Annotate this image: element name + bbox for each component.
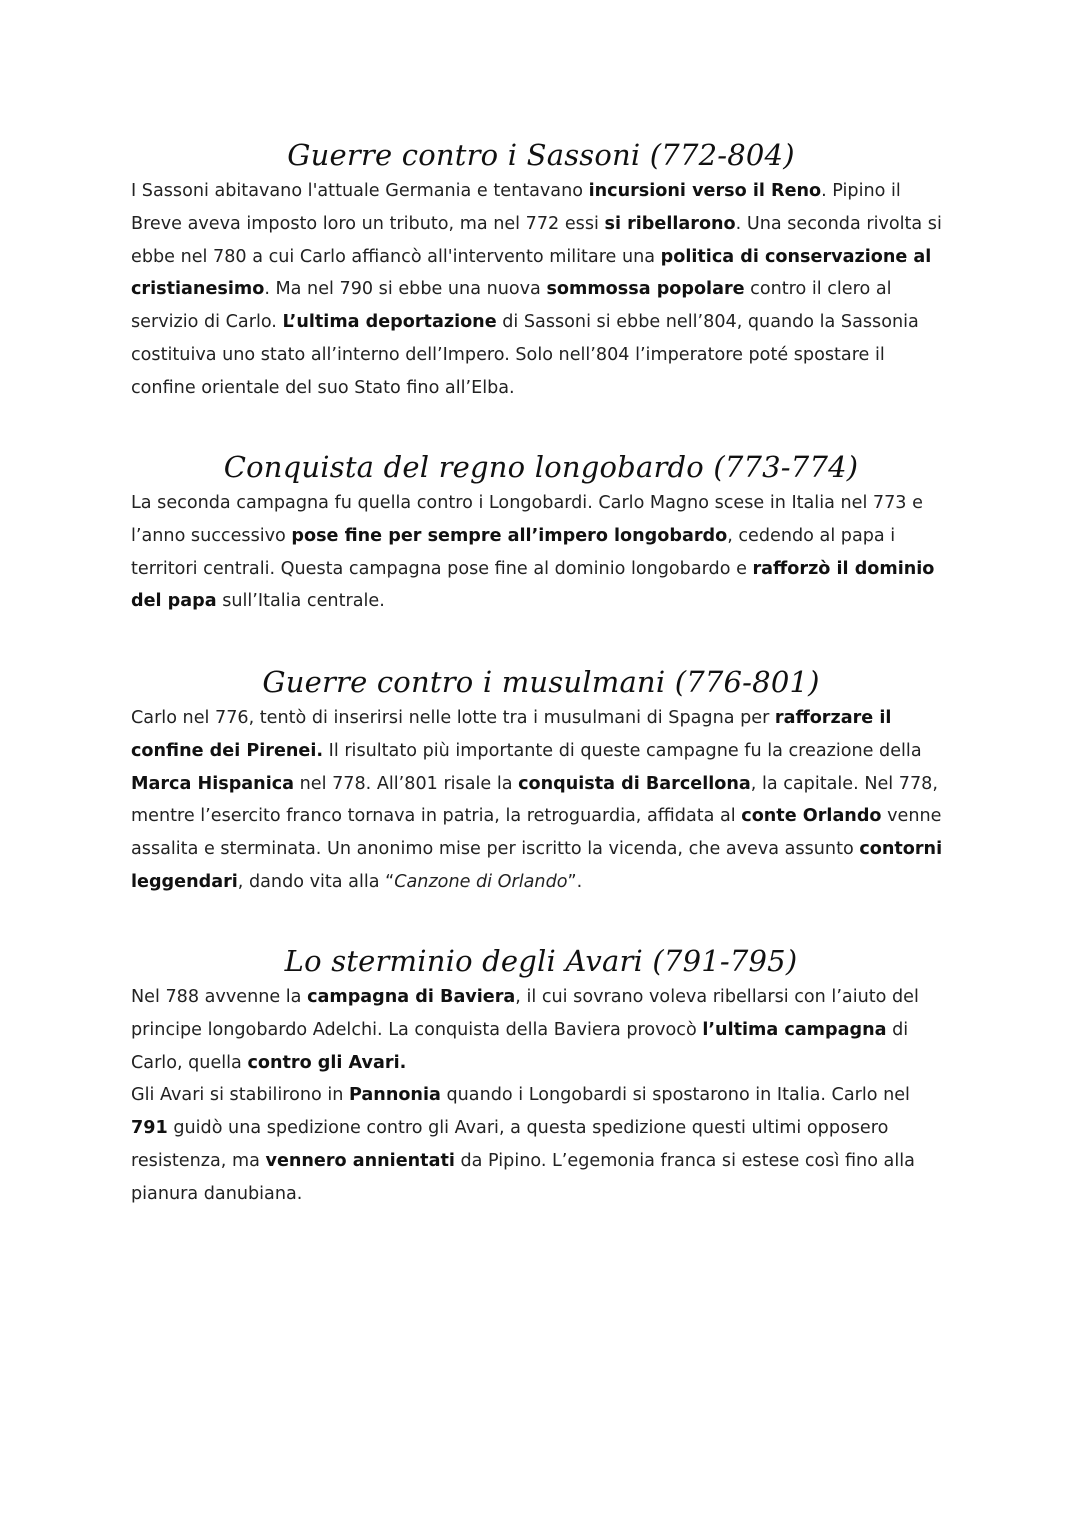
- text-run: quando i Longobardi si spostarono in Italia. Carlo nel: [440, 1085, 910, 1106]
- bold-text: vennero annientati: [265, 1150, 455, 1171]
- section-heading: Guerre contro i musulmani (776-801): [262, 665, 820, 699]
- text-run: . Una seconda rivolta si ebbe nel 780 a cui Carlo affiancò all'intervento militare una: [131, 213, 942, 267]
- section-sterminio-avari: [131, 941, 951, 1211]
- paragraph: [131, 175, 951, 405]
- text-run: I Sassoni abitavano l'attuale Germania e tentavano: [131, 181, 589, 201]
- text-run: venne assalita e sterminata. Un anonimo mise per iscritto la vicenda, che aveva assunto: [131, 806, 942, 860]
- bold-text: pose fine per sempre all’impero longobardo: [291, 525, 728, 546]
- text-run: nel 778. All’801 risale la: [294, 773, 519, 794]
- section-body: [131, 981, 951, 1211]
- bold-text: contorni leggendari: [131, 839, 943, 892]
- section-body: [131, 702, 951, 899]
- text-run: guidò una spedizione contro gli Avari, a questa spedizione questi ultimi opposero resistenza, ma: [131, 1118, 889, 1171]
- bold-text: l’ultima campagna: [702, 1019, 887, 1040]
- italic-text: Canzone di Orlando: [394, 871, 568, 892]
- text-run: Nel 788 avvenne la: [131, 987, 308, 1007]
- section-body: [131, 487, 951, 618]
- text-run: di Sassoni si ebbe nell’804, quando la Sassonia costituiva uno stato all’interno dell’Impero. Solo nell’804 l’imperatore poté spostare il confine orientale del suo Stato fino all’Elba.: [131, 312, 919, 398]
- paragraph: [131, 1079, 951, 1210]
- text-run: . Pipino il Breve aveva imposto loro un tributo, ma nel 772 essi: [131, 181, 901, 234]
- section-body: [131, 175, 951, 405]
- bold-text: conte Orlando: [741, 806, 882, 827]
- text-run: contro il clero al servizio di Carlo.: [131, 279, 892, 333]
- paragraph: [131, 981, 951, 1079]
- bold-text: campagna di Baviera: [307, 987, 516, 1007]
- section-heading: Conquista del regno longobardo (773-774): [223, 450, 859, 484]
- text-run: ”.: [567, 871, 583, 892]
- paragraph: [131, 487, 951, 618]
- text-run: , il cui sovrano voleva ribellarsi con l’aiuto del principe longobardo Adelchi. La conquista della Baviera provocò: [131, 987, 919, 1040]
- section-heading: Guerre contro i Sassoni (772-804): [287, 138, 795, 172]
- bold-text: sommossa popolare: [546, 279, 745, 300]
- section-regno-longobardo: [131, 447, 951, 618]
- bold-text: rafforzare il confine dei Pirenei.: [131, 708, 892, 761]
- section-heading: Lo sterminio degli Avari (791-795): [284, 944, 798, 978]
- bold-text: conquista di Barcellona: [518, 773, 751, 794]
- bold-text: Pannonia: [349, 1085, 441, 1106]
- text-run: Carlo nel 776, tentò di inserirsi nelle lotte tra i musulmani di Spagna per: [131, 708, 775, 728]
- section-guerre-sassoni: [131, 135, 951, 405]
- text-run: , dando vita alla “: [237, 871, 395, 892]
- bold-text: contro gli Avari.: [247, 1052, 407, 1073]
- section-guerre-musulmani: [131, 662, 951, 899]
- text-run: da Pipino. L’egemonia franca si estese così fino alla pianura danubiana.: [131, 1150, 915, 1204]
- paragraph: [131, 702, 951, 899]
- text-run: sull’Italia centrale.: [216, 591, 385, 612]
- bold-text: L’ultima deportazione: [282, 312, 497, 333]
- text-run: Gli Avari si stabilirono in: [131, 1085, 349, 1106]
- text-run: . Ma nel 790 si ebbe una nuova: [264, 279, 547, 300]
- bold-text: si ribellarono: [604, 213, 736, 234]
- text-run: Il risultato più importante di queste campagne fu la creazione della: [323, 740, 922, 761]
- bold-text: incursioni verso il Reno: [588, 181, 822, 201]
- bold-text: politica di conservazione al cristianesimo: [131, 246, 932, 300]
- bold-text: 791: [131, 1118, 168, 1139]
- text-run: , cedendo al papa i territori centrali. Questa campagna pose fine al dominio longobardo e: [131, 525, 896, 579]
- bold-text: rafforzò il dominio del papa: [131, 558, 935, 612]
- text-run: La seconda campagna fu quella contro i Longobardi. Carlo Magno scese in Italia nel 773 e l’anno successivo: [131, 493, 923, 546]
- text-run: di Carlo, quella: [131, 1019, 909, 1073]
- text-run: , la capitale. Nel 778, mentre l’esercito franco tornava in patria, la retroguardia, affidata al: [131, 773, 938, 827]
- bold-text: Marca Hispanica: [131, 773, 295, 794]
